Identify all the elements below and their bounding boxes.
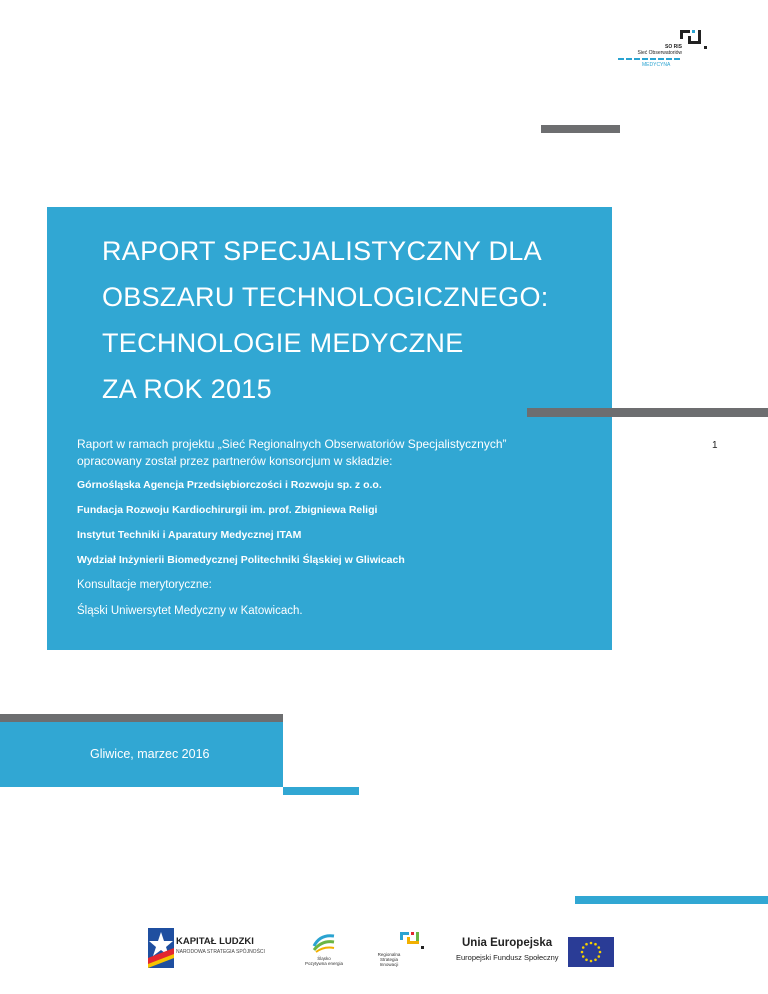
kapital-ludzki-subtitle: NARODOWA STRATEGIA SPÓJNOŚCI	[176, 949, 265, 955]
decor-bar-left	[0, 714, 283, 722]
report-info	[77, 436, 597, 630]
kapital-ludzki-icon	[148, 928, 174, 968]
partner-item: Górnośląska Agencja Przedsiębiorczości i Rozwoju sp. z o.o.	[77, 479, 382, 491]
soris-mark-icon	[678, 28, 708, 54]
title-line: RAPORT SPECJALISTYCZNY DLA	[102, 236, 542, 266]
title-line: TECHNOLOGIE MEDYCZNE	[102, 328, 464, 358]
partner-item: Instytut Techniki i Aparatury Medycznej ITAM	[77, 529, 302, 541]
decor-bar-right	[527, 408, 768, 417]
intro-line: opracowany został przez partnerów konsorcjum w składzie:	[77, 454, 393, 468]
slaskie-wave-icon	[312, 932, 336, 954]
ris-line: Regionalna	[377, 952, 401, 957]
partner-item: Wydział Inżynierii Biomedycznej Politechniki Śląskiej w Gliwicach	[77, 554, 405, 566]
decor-bar-top	[541, 125, 620, 133]
eu-logo	[456, 935, 616, 969]
soris-logo-rule	[618, 58, 682, 60]
slaskie-name: Śląsko	[317, 956, 331, 961]
place-date: Gliwice, marzec 2016	[90, 747, 210, 761]
ris-logo	[368, 930, 426, 970]
page-number: 1	[712, 440, 718, 451]
slaskie-text	[304, 956, 344, 966]
consultation-label: Konsultacje merytoryczne:	[77, 579, 212, 591]
kapital-ludzki-title: KAPITAŁ LUDZKI	[176, 936, 254, 947]
ris-mark-icon	[398, 930, 424, 952]
consultant-name: Śląski Uniwersytet Medyczny w Katowicach.	[77, 605, 303, 617]
eu-flag-icon	[568, 937, 614, 967]
slaskie-slogan: Pozytywna energia	[304, 961, 344, 966]
eu-title: Unia Europejska	[462, 937, 553, 949]
title-line: OBSZARU TECHNOLOGICZNEGO:	[102, 282, 549, 312]
title-line: ZA ROK 2015	[102, 374, 272, 404]
decor-bar-blue-bottom	[575, 896, 768, 904]
ris-line: Strategia	[379, 957, 398, 962]
decor-bar-blue-small	[283, 787, 359, 795]
soris-logo-line2: Sieć Obserwatoriów	[637, 50, 682, 56]
ris-line: Innowacji	[379, 962, 399, 967]
partner-item: Fundacja Rozwoju Kardiochirurgii im. prof. Zbigniewa Religi	[77, 504, 378, 516]
ris-text	[368, 952, 410, 967]
soris-logo	[612, 28, 712, 88]
slaskie-logo	[304, 932, 344, 970]
report-title	[102, 228, 622, 412]
soris-logo-line3: MEDYCYNA	[642, 62, 671, 68]
soris-logo-line1: SO RIS	[665, 44, 682, 50]
intro-text	[77, 436, 597, 470]
intro-line: Raport w ramach projektu „Sieć Regionalnych Obserwatoriów Specjalistycznych”	[77, 437, 507, 451]
kapital-ludzki-logo	[148, 928, 278, 968]
eu-subtitle: Europejski Fundusz Społeczny	[456, 953, 559, 962]
